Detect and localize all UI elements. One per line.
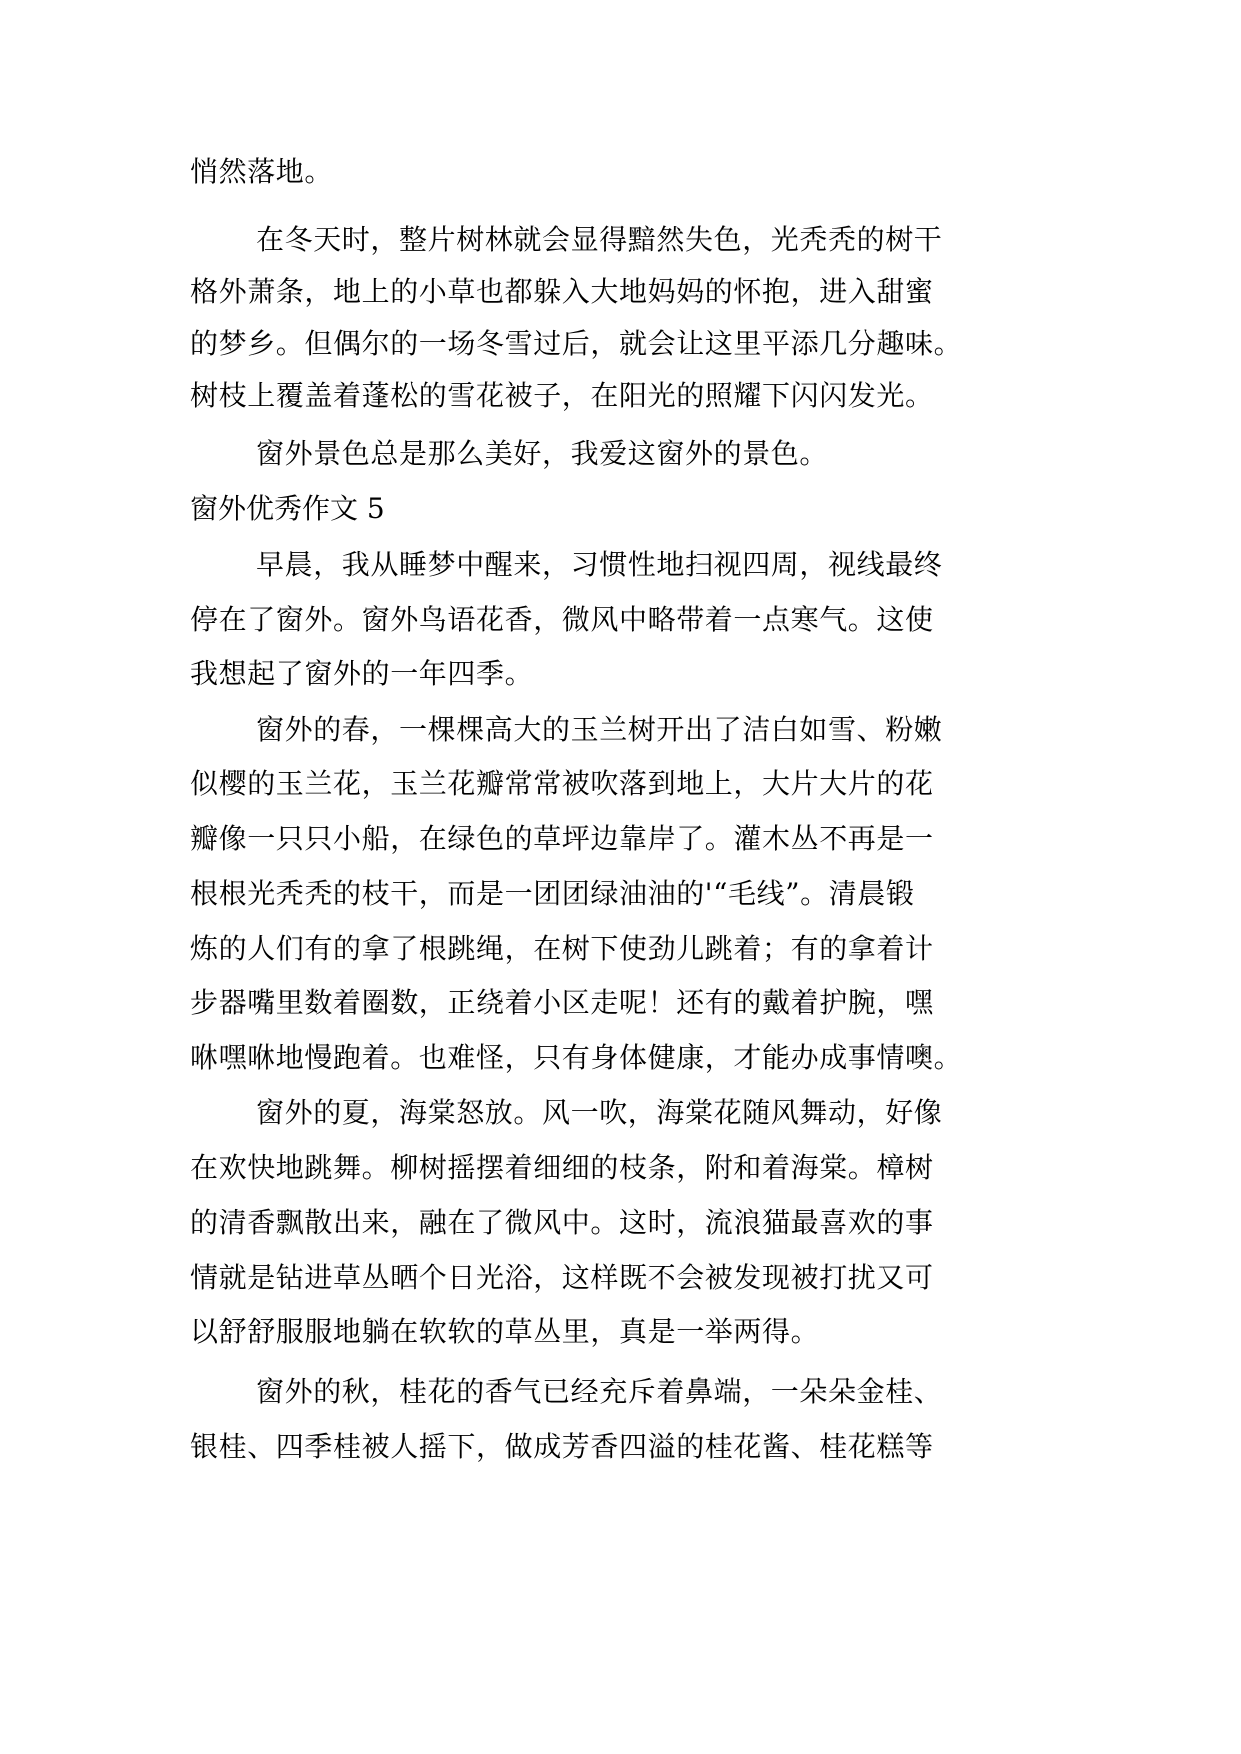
- text-line: 悄然落地。: [190, 155, 334, 188]
- text-line: 以舒舒服服地躺在软软的草丛里，真是一举两得。: [190, 1315, 820, 1348]
- text-line: 窗外的夏，海棠怒放。风一吹，海棠花随风舞动，好像: [256, 1096, 943, 1129]
- text-line: 停在了窗外。窗外鸟语花香，微风中略带着一点寒气。这使: [190, 603, 934, 636]
- text-line: 我想起了窗外的一年四季。: [190, 657, 534, 690]
- text-line: 格外萧条，地上的小草也都躲入大地妈妈的怀抱，进入甜蜜: [190, 275, 934, 308]
- text-line: 银桂、四季桂被人摇下，做成芳香四溢的桂花酱、桂花糕等: [190, 1430, 934, 1463]
- text-line: 树枝上覆盖着蓬松的雪花被子，在阳光的照耀下闪闪发光。: [190, 379, 934, 412]
- text-line: 窗外的秋，桂花的香气已经充斥着鼻端，一朵朵金桂、: [256, 1375, 943, 1408]
- text-line: 情就是钻进草丛晒个日光浴，这样既不会被发现被打扰又可: [190, 1261, 934, 1294]
- text-line: 早晨，我从睡梦中醒来，习惯性地扫视四周，视线最终: [256, 548, 943, 581]
- text-line: 步器嘴里数着圈数，正绕着小区走呢！还有的戴着护腕，嘿: [190, 986, 934, 1019]
- text-line: 炼的人们有的拿了根跳绳，在树下使劲儿跳着；有的拿着计: [190, 932, 934, 965]
- text-line: 的梦乡。但偶尔的一场冬雪过后，就会让这里平添几分趣味。: [190, 327, 963, 360]
- text-line: 在欢快地跳舞。柳树摇摆着细细的枝条，附和着海棠。樟树: [190, 1151, 934, 1184]
- text-line: 根根光秃秃的枝干，而是一团团绿油油的'“毛线”。清晨锻: [190, 877, 915, 910]
- text-line: 似樱的玉兰花，玉兰花瓣常常被吹落到地上，大片大片的花: [190, 767, 934, 800]
- text-line: 的清香飘散出来，融在了微风中。这时，流浪猫最喜欢的事: [190, 1206, 934, 1239]
- text-line: 瓣像一只只小船，在绿色的草坪边靠岸了。灌木丛不再是一: [190, 822, 934, 855]
- text-line: 咻嘿咻地慢跑着。也难怪，只有身体健康，才能办成事情噢。: [190, 1041, 963, 1074]
- text-line: 在冬天时，整片树林就会显得黯然失色，光秃秃的树干: [256, 223, 943, 256]
- section-heading: 窗外优秀作文 5: [190, 492, 385, 525]
- text-line: 窗外景色总是那么美好，我爱这窗外的景色。: [256, 437, 829, 470]
- text-line: 窗外的春，一棵棵高大的玉兰树开出了洁白如雪、粉嫩: [256, 713, 943, 746]
